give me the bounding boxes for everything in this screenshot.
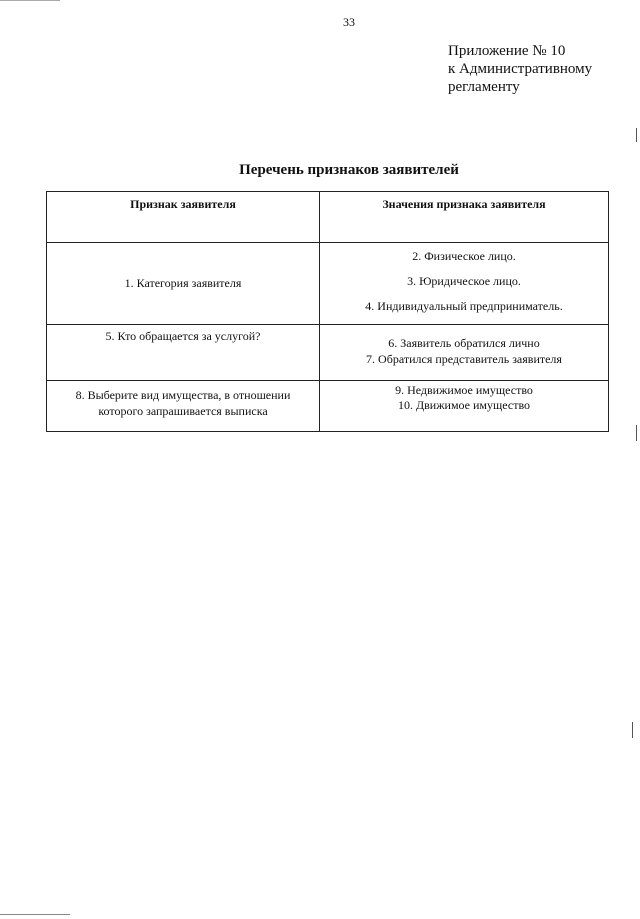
appendix-line: Приложение № 10 [448,43,566,59]
value-option: 4. Индивидуальный предприниматель. [365,299,563,313]
values-cell [320,325,609,381]
applicant-attributes-table [46,191,609,432]
attribute-cell: 1. Категория заявителя [47,243,320,325]
value-option: 9. Недвижимое имущество [395,383,533,397]
page-number: 33 [343,15,355,29]
header-attribute: Признак заявителя [47,192,320,243]
table-row [47,243,609,325]
value-option: 2. Физическое лицо. [412,249,516,263]
scan-artifact [632,722,633,738]
table-row [47,325,609,381]
attribute-cell: 5. Кто обращается за услугой? [47,325,320,381]
values-cell [320,381,609,432]
values-cell [320,243,609,325]
scan-artifact [636,425,637,441]
scan-artifact [636,128,637,142]
value-option: 3. Юридическое лицо. [407,274,521,288]
value-option: 10. Движимое имущество [397,398,531,412]
attribute-line: которого запрашивается выписка [98,404,268,418]
appendix-header [448,42,592,96]
appendix-line: к Административному [448,61,593,77]
attribute-cell [47,381,320,432]
table-row [47,381,609,432]
value-option: 6. Заявитель обратился лично [388,336,540,350]
document-title: Перечень признаков заявителей [239,162,459,178]
scan-artifact [0,914,70,915]
table-header-row [47,192,609,243]
attribute-line: 8. Выберите вид имущества, в отношении [75,388,291,402]
value-option: 7. Обратился представитель заявителя [366,352,562,366]
scan-artifact [0,0,60,1]
header-values: Значения признака заявителя [320,192,609,243]
appendix-line: регламенту [448,79,520,95]
